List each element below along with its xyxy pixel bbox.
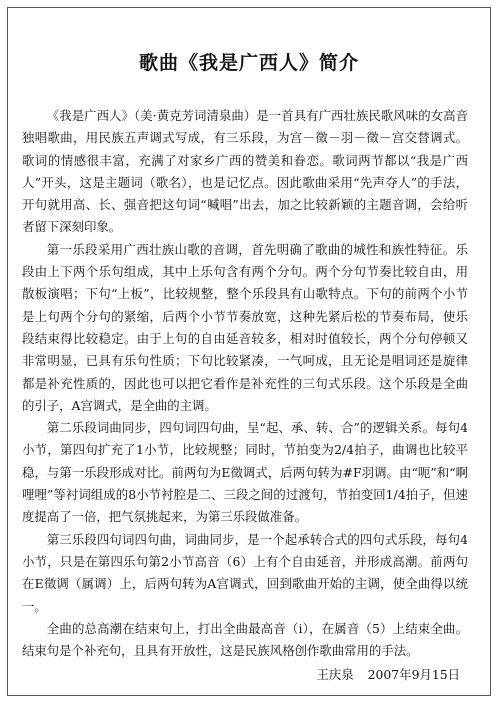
author-name: 王庆泉 xyxy=(316,667,354,682)
paragraph: 第一乐段采用广西壮族山歌的音调，首先明确了歌曲的城性和族性特征。乐段由上下两个乐句组成，其中上乐句含有两个分句。两个分句节奏比较自由，用散板演唱；下句“上板”，比较规整，整个乐段具有山歌特点。下句的前两个小节是上句两个分句的紧缩，后两个小节节奏放宽，这种先紧后松的节奏布局，使乐段结束得比较稳定。由于上句的自由延音较多，相对时值较长，两个分句停顿又非常明显，已具有乐句性质；下句比较紧凑，一气呵成，且无论是唱词还是旋律都是补充性质的，因此也可以把它看作是补充性的三句式乐段。这个乐段是全曲的引子，A宫调式，是全曲的主调。 xyxy=(22,241,468,413)
signature-date: 2007年9月15日 xyxy=(367,667,460,682)
paragraph: 第三乐段四句词四句曲，词曲同步，是一个起承转合式的四句式乐段，每句4小节，只是在第四乐句第2小节高音（6）上有个自由延音，并形成高潮。前两句在E徵调（属调）上，后两句转为A宫调式，回到歌曲开始的主调，使全曲得以统一。 xyxy=(22,531,468,614)
document-page xyxy=(7,7,491,696)
document-title: 歌曲《我是广西人》简介 xyxy=(138,52,359,74)
paragraph: 全曲的总高潮在结束句上，打出全曲最高音（i），在属音（5）上结束全曲。结束句是个补充句，且具有开放性，这是民族风格创作歌曲常用的手法。 xyxy=(22,620,468,659)
signature xyxy=(316,665,460,683)
paragraph: 第二乐段词曲同步，四句词四句曲，呈“起、承、转、合”的逻辑关系。每句4小节，第四句扩充了1小节，比较规整；同时，节拍变为2/4拍子，曲调也比较平稳，与第一乐段形成对比。前两句为E徵调式，后两句转为#F羽调。由“呃”和“啊哩哩”等衬词组成的8小节衬腔是二、三段之间的过渡句，节拍变回1/4拍子，但速度提高了一倍，把气氛挑起来，为第三乐段做准备。 xyxy=(22,420,468,525)
document-body xyxy=(22,105,468,662)
paragraph: 《我是广西人》（美·黄克芳词清泉曲）是一首具有广西壮族民歌风味的女高音独唱歌曲，用民族五声调式写成，有三乐段，为宫－徵－羽－徵－宫交替调式。歌词的情感很丰富，充满了对家乡广西的赞美和眷恋。歌词两节都以“我是广西人”开头，这是主题词（歌名），也是记忆点。因此歌曲采用“先声夺人”的手法，开句就用高、长、强音把这句词“喊唱”出去，加之比较新颖的主题音调，会给听者留下深刻印象。 xyxy=(22,108,468,235)
